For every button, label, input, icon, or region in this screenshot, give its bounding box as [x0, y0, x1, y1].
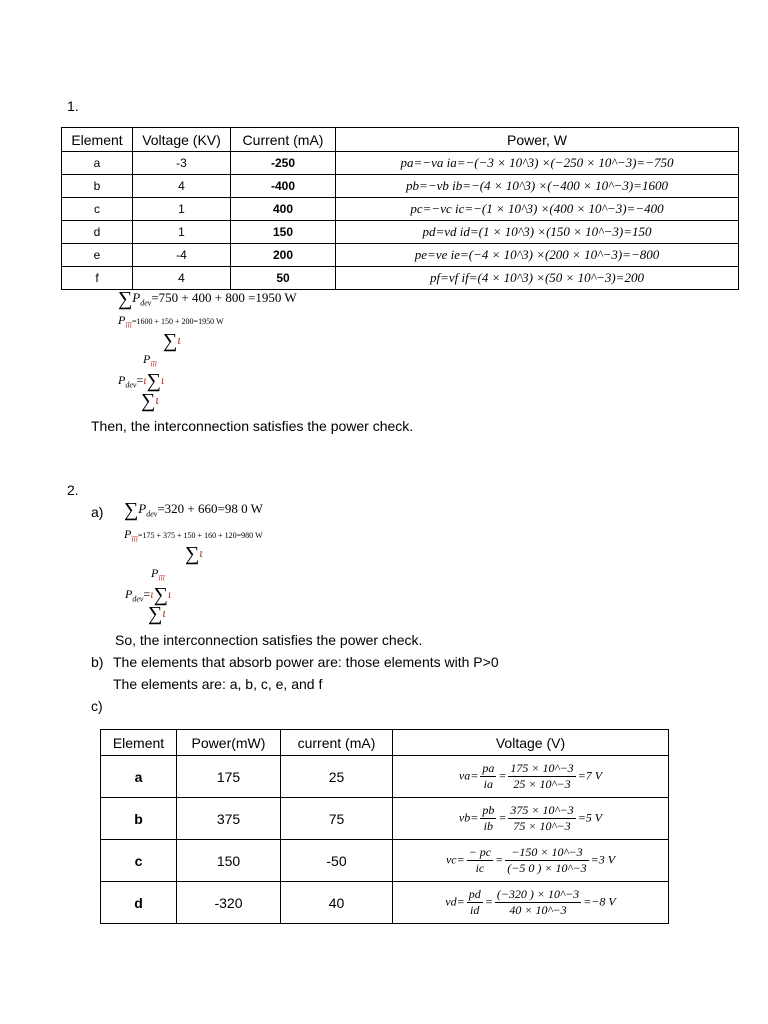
voltage-lhs: vc=: [445, 852, 465, 867]
problem-2-number: 2.: [67, 482, 79, 498]
table-row: [101, 882, 669, 924]
power-table-1: [61, 127, 739, 290]
header-power: Power(mW): [177, 730, 281, 756]
value-fraction: [505, 845, 588, 876]
header-current: current (mA): [281, 730, 393, 756]
fraction-numerator: pd: [468, 887, 481, 901]
part-b-line2: The elements are: a, b, c, e, and f: [113, 676, 323, 692]
fraction-denominator: ia: [483, 777, 493, 791]
p1-sigma-iota-2: ∑ι: [141, 390, 159, 412]
cell-current: 40: [281, 882, 393, 924]
header-voltage: Voltage (V): [393, 730, 669, 756]
sigma-symbol: ∑: [118, 288, 133, 310]
voltage-lhs: vb=: [458, 810, 479, 825]
voltage-lhs: va=: [458, 768, 479, 783]
cell-power: pb=−vb ib=−(4 × 10^3) ×(−400 × 10^−3)=1600: [336, 175, 739, 198]
fraction-numerator: pb: [482, 803, 495, 817]
p-over-i-fraction: [467, 845, 493, 876]
fraction-numerator: 375 × 10^−3: [510, 803, 574, 817]
table-row: [62, 152, 739, 175]
header-voltage: Voltage (KV): [133, 128, 231, 152]
value-fraction: [508, 803, 575, 834]
voltage-result: =3 V: [590, 852, 616, 867]
p1-sum-dev: $\sum P_{dev}=750 + 400 + 800 =1950$ W: [118, 288, 297, 310]
cell-current: 150: [231, 221, 336, 244]
cell-current: 50: [231, 267, 336, 290]
p-over-i-fraction: [467, 887, 483, 918]
cell-voltage-formula: vc= $\frac{- pc}{ic}$ = $\frac{-150 \times 10\^{}-3}{(-5 0 ) \times 10\^{}-3}$ =3 V: [393, 840, 669, 882]
cell-power: pf=vf if=(4 × 10^3) ×(50 × 10^−3)=200: [336, 267, 739, 290]
table-row: [62, 244, 739, 267]
table-row: [62, 221, 739, 244]
table-row: [62, 267, 739, 290]
part-b-line1: The elements that absorb power are: those elements with P>0: [113, 654, 499, 670]
fraction-denominator: ic: [475, 861, 485, 875]
fraction-denominator: ib: [483, 819, 493, 833]
cell-current: -400: [231, 175, 336, 198]
voltage-result: =7 V: [577, 768, 603, 783]
fraction-denominator: 75 × 10^−3: [513, 819, 571, 833]
fraction-denominator: 40 × 10^−3: [509, 903, 567, 917]
fraction-denominator: (−5 0 ) × 10^−3: [507, 861, 587, 875]
cell-voltage: 1: [133, 198, 231, 221]
cell-power: 175: [177, 756, 281, 798]
cell-power: 375: [177, 798, 281, 840]
header-power: Power, W: [336, 128, 739, 152]
cell-voltage: 1: [133, 221, 231, 244]
value-fraction: [508, 761, 575, 792]
part-b-label: b): [91, 654, 104, 670]
cell-voltage: -3: [133, 152, 231, 175]
cell-element: b: [62, 175, 133, 198]
fraction-denominator: 25 × 10^−3: [513, 777, 571, 791]
table-row: [101, 756, 669, 798]
p2-p-iota: $P_{ϊϊϊ}$: [151, 566, 166, 583]
p1-conclusion: Then, the interconnection satisfies the power check.: [91, 418, 414, 434]
p1-pdev-eq: $P_{dev}=\iota\sum\iota$: [118, 370, 165, 392]
cell-element: d: [62, 221, 133, 244]
table-row: [101, 840, 669, 882]
cell-element: b: [101, 798, 177, 840]
p1-p-iota: $P_{ϊϊϊ}$: [143, 352, 158, 369]
cell-voltage-formula: va= $\frac{pa}{ia}$ = $\frac{175 \times 10\^{}-3}{25 \times 10\^{}-3}$ =7 V: [393, 756, 669, 798]
cell-power: -320: [177, 882, 281, 924]
header-current: Current (mA): [231, 128, 336, 152]
p2-sum-dev: $\sum P_{dev}=320 + 660=98$ 0 W: [124, 499, 263, 521]
cell-current: 200: [231, 244, 336, 267]
header-element: Element: [62, 128, 133, 152]
p2-conclusion: So, the interconnection satisfies the power check.: [115, 632, 423, 648]
cell-current: 400: [231, 198, 336, 221]
cell-power: pc=−vc ic=−(1 × 10^3) ×(400 × 10^−3)=−400: [336, 198, 739, 221]
fraction-numerator: −150 × 10^−3: [505, 845, 588, 861]
fraction-numerator: 175 × 10^−3: [510, 761, 574, 775]
cell-current: -50: [281, 840, 393, 882]
value-fraction: [495, 887, 581, 918]
problem-1-number: 1.: [67, 98, 79, 114]
cell-voltage-formula: vb= $\frac{pb}{ib}$ = $\frac{375 \times 10\^{}-3}{75 \times 10\^{}-3}$ =5 V: [393, 798, 669, 840]
p2-sigma-iota-2: ∑ι: [148, 603, 166, 625]
table-row: [101, 798, 669, 840]
cell-voltage-formula: vd= $\frac{pd}{id}$ = $\frac{(-320 ) \times 10\^{}-3}{40 \times 10\^{}-3}$ =−8 V: [393, 882, 669, 924]
cell-current: 75: [281, 798, 393, 840]
header-element: Element: [101, 730, 177, 756]
cell-power: pd=vd id=(1 × 10^3) ×(150 × 10^−3)=150: [336, 221, 739, 244]
cell-power: pe=ve ie=(−4 × 10^3) ×(200 × 10^−3)=−800: [336, 244, 739, 267]
p-over-i-fraction: [480, 761, 496, 792]
cell-voltage: 4: [133, 175, 231, 198]
p1-sum-abs: $P_{ϊϊϊ}=1600 + 150 + 200=1950$ W: [118, 313, 224, 330]
cell-element: e: [62, 244, 133, 267]
voltage-lhs: vd=: [445, 894, 465, 909]
cell-element: d: [101, 882, 177, 924]
cell-element: f: [62, 267, 133, 290]
fraction-numerator: (−320 ) × 10^−3: [496, 887, 580, 901]
part-a-label: a): [91, 504, 104, 520]
fraction-denominator: id: [470, 903, 480, 917]
p2-pdev-eq: $P_{dev}=\iota\sum\iota$: [125, 584, 172, 606]
p1-sum-abs-value: =1600 + 150 + 200=1950 W: [132, 317, 224, 326]
p1-sigma-iota-1: ∑ι: [163, 330, 181, 352]
cell-current: -250: [231, 152, 336, 175]
p2-sum-abs: $P_{ϊϊϊ}=175 + 375 + 150 + 160 + 120=980$ W: [124, 527, 263, 544]
p1-sum-dev-value: 750 + 400 + 800 =1950 W: [158, 290, 297, 305]
cell-voltage: -4: [133, 244, 231, 267]
cell-element: a: [101, 756, 177, 798]
voltage-table-2: [100, 729, 669, 924]
voltage-result: =−8 V: [583, 894, 616, 909]
cell-current: 25: [281, 756, 393, 798]
table-row: [62, 175, 739, 198]
voltage-result: =5 V: [577, 810, 603, 825]
fraction-numerator: − pc: [468, 845, 492, 859]
cell-power: pa=−va ia=−(−3 × 10^3) ×(−250 × 10^−3)=−750: [336, 152, 739, 175]
cell-element: c: [101, 840, 177, 882]
p2-sigma-iota-1: ∑ι: [185, 543, 203, 565]
p-over-i-fraction: [480, 803, 496, 834]
cell-voltage: 4: [133, 267, 231, 290]
table-header-row: [101, 730, 669, 756]
table-row: [62, 198, 739, 221]
cell-power: 150: [177, 840, 281, 882]
p2-sum-dev-value: 320 + 660=98 0 W: [164, 501, 263, 516]
cell-element: a: [62, 152, 133, 175]
cell-element: c: [62, 198, 133, 221]
table-header-row: [62, 128, 739, 152]
fraction-numerator: pa: [482, 761, 495, 775]
part-c-label: c): [91, 698, 103, 714]
p2-sum-abs-value: =175 + 375 + 150 + 160 + 120=980 W: [138, 531, 263, 540]
